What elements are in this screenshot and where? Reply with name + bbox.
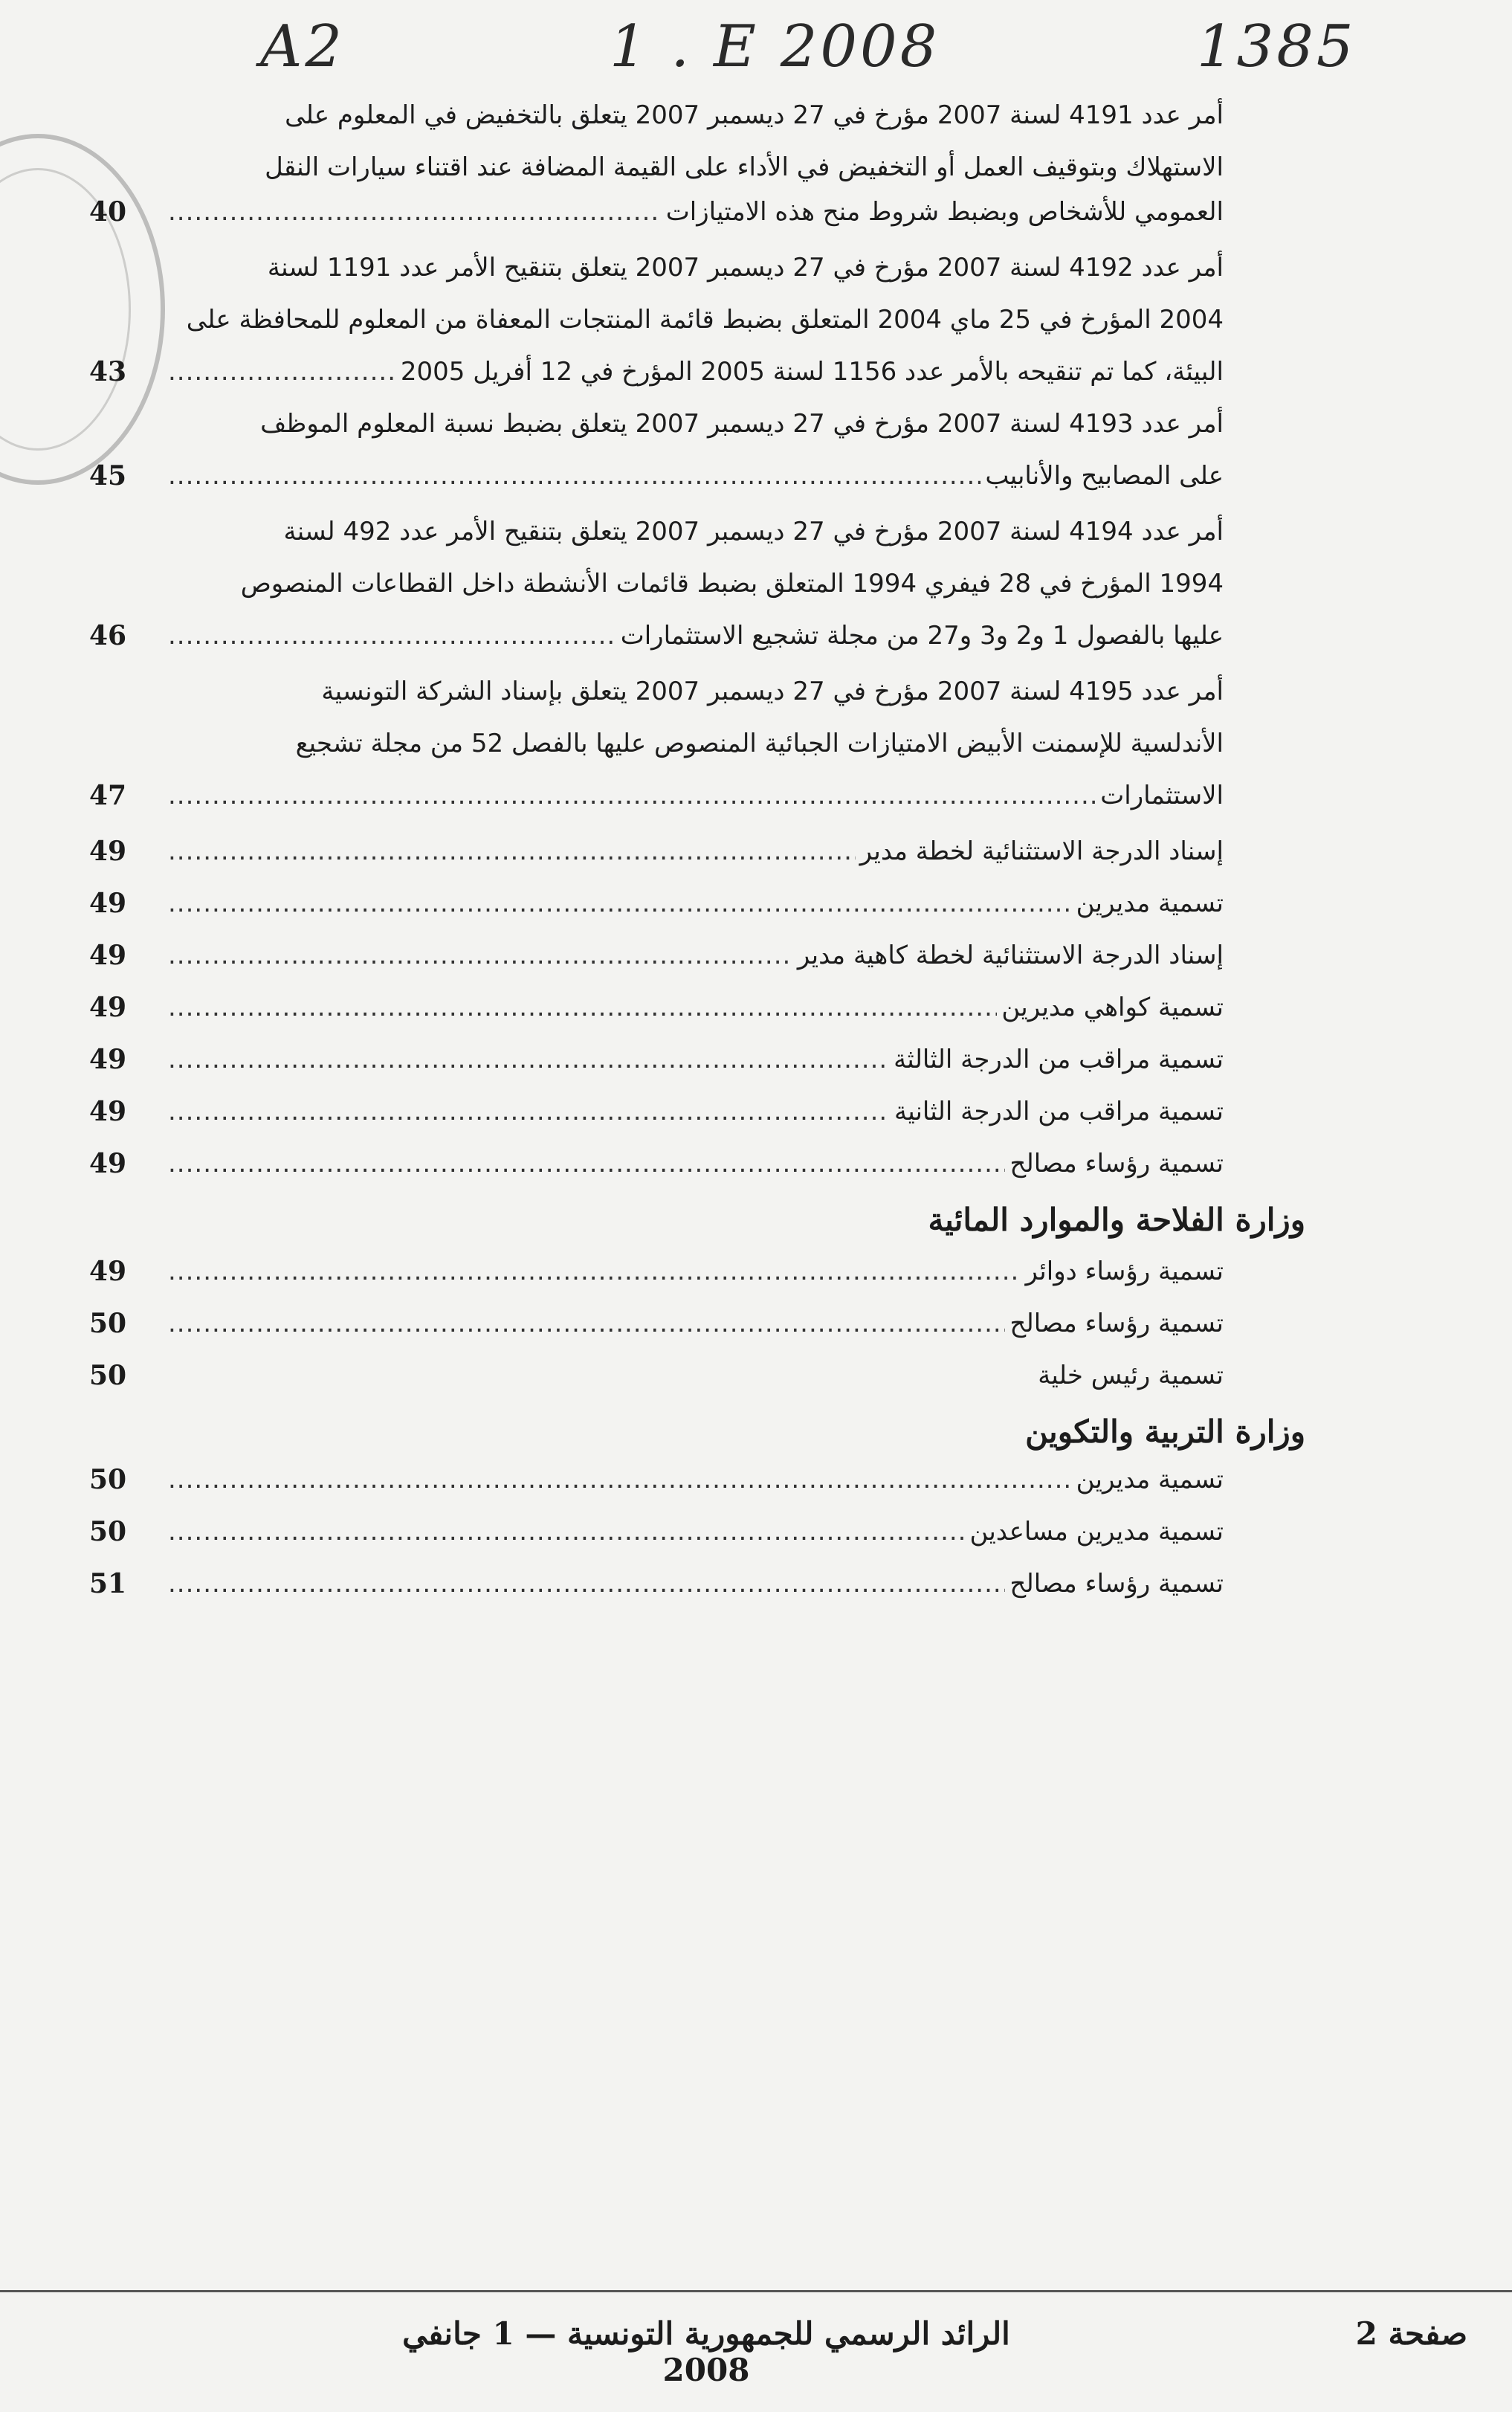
page-number: 50	[88, 1308, 127, 1339]
handwritten-date: 1 . E 2008	[610, 13, 940, 80]
leader-dots	[168, 1517, 965, 1547]
toc-item: إسناد الدرجة الاستثنائية لخطة مدير .....	[164, 825, 1224, 877]
page-number: 49	[88, 1044, 127, 1075]
leader-dots	[168, 941, 793, 970]
toc-item: تسمية رؤساء مصالح .....	[164, 1558, 1224, 1610]
page-number: 45	[88, 460, 127, 491]
page-number: 49	[88, 1148, 127, 1179]
page-number: 49	[88, 1096, 127, 1127]
leader-dots	[168, 889, 1072, 918]
toc-entry-line: 1994 المؤرخ في 28 فيفري 1994 المتعلق بضبط قائمات الأنشطة داخل القطاعات المنصوص	[240, 569, 1224, 599]
leader-dots	[168, 1045, 889, 1074]
leader-dots	[168, 836, 856, 866]
toc-entry-line: على المصابيح والأنابيب .....	[164, 450, 1224, 502]
leader-dots	[168, 1569, 1005, 1599]
page-number: 51	[88, 1568, 127, 1599]
page-number: 49	[88, 836, 127, 867]
toc-entry-line: عليها بالفصول 1 و2 و3 و27 من مجلة تشجيع الاستثمارات .....	[164, 610, 1224, 662]
leader-dots	[168, 1097, 890, 1126]
leader-dots	[168, 461, 980, 491]
leader-dots	[168, 197, 662, 227]
toc-entry-line: أمر عدد 4193 لسنة 2007 مؤرخ في 27 ديسمبر 2007 يتعلق بضبط نسبة المعلوم الموظف	[260, 409, 1224, 439]
toc-entry-line: الاستثمارات .....	[164, 770, 1224, 822]
page-number: 49	[88, 888, 127, 919]
page-number: 50	[88, 1360, 127, 1391]
page-footer	[0, 2308, 1512, 2388]
toc-item: تسمية رؤساء مصالح .....	[164, 1138, 1224, 1190]
toc-item: تسمية مديرين .....	[164, 877, 1224, 929]
page-number: 46	[88, 620, 127, 651]
toc-item: تسمية مديرين مساعدين .....	[164, 1506, 1224, 1558]
section-heading-education: وزارة التربية والتكوين	[1025, 1413, 1305, 1450]
page-number: 50	[88, 1516, 127, 1547]
toc-entry-line: الاستهلاك وبتوقيف العمل أو التخفيض في الأداء على القيمة المضافة عند اقتناء سيارات النقل	[265, 152, 1224, 182]
toc-item: إسناد الدرجة الاستثنائية لخطة كاهية مدير .....	[164, 929, 1224, 981]
toc-entry-line: 2004 المؤرخ في 25 ماي 2004 المتعلق بضبط قائمة المنتجات المعفاة من المعلوم للمحافظة على	[186, 305, 1224, 335]
page-number: 49	[88, 992, 127, 1023]
page-number: 49	[88, 940, 127, 971]
page-number: 43	[88, 356, 127, 387]
toc-item: تسمية مراقب من الدرجة الثالثة .....	[164, 1034, 1224, 1086]
page-number: 50	[88, 1464, 127, 1495]
leader-dots	[168, 1465, 1072, 1494]
leader-dots	[168, 357, 396, 387]
page-number: 40	[88, 196, 127, 228]
page-number: 49	[88, 1256, 127, 1287]
toc-entry-line: الأندلسية للإسمنت الأبيض الامتيازات الجبائية المنصوص عليها بالفصل 52 من مجلة تشجيع	[295, 729, 1224, 758]
toc-item: تسمية مراقب من الدرجة الثانية .....	[164, 1086, 1224, 1138]
toc-item: تسمية مديرين .....	[164, 1454, 1224, 1506]
toc-entry-line: أمر عدد 4192 لسنة 2007 مؤرخ في 27 ديسمبر 2007 يتعلق بتنقيح الأمر عدد 1191 لسنة	[267, 253, 1224, 283]
leader-dots	[168, 1309, 1005, 1338]
toc-item: تسمية كواهي مديرين .....	[164, 981, 1224, 1034]
footer-rule	[0, 2290, 1512, 2292]
footer-page-label: صفحة 2	[1355, 2315, 1467, 2352]
leader-dots	[168, 993, 997, 1022]
toc-item: تسمية رئيس خلية	[1038, 1361, 1224, 1390]
toc-entry-line: العمومي للأشخاص وبضبط شروط منح هذه الامتيازات .....	[164, 186, 1224, 238]
leader-dots	[168, 1257, 1021, 1286]
toc-entry-line: البيئة، كما تم تنقيحه بالأمر عدد 1156 لسنة 2005 المؤرخ في 12 أفريل 2005 .....	[164, 346, 1224, 398]
toc-item: تسمية رؤساء مصالح .....	[164, 1297, 1224, 1350]
page-number: 47	[88, 780, 127, 811]
toc-entry-line: أمر عدد 4194 لسنة 2007 مؤرخ في 27 ديسمبر 2007 يتعلق بتنقيح الأمر عدد 492 لسنة	[283, 517, 1224, 546]
leader-dots	[168, 781, 1096, 810]
leader-dots	[168, 1149, 1005, 1178]
leader-dots	[168, 621, 616, 651]
handwritten-number: 1385	[1197, 13, 1357, 80]
toc-entry-line: أمر عدد 4191 لسنة 2007 مؤرخ في 27 ديسمبر 2007 يتعلق بالتخفيض في المعلوم على	[285, 100, 1224, 130]
section-heading-agriculture: وزارة الفلاحة والموارد المائية	[928, 1201, 1305, 1238]
handwritten-mark: A2	[260, 13, 345, 80]
toc-item: تسمية رؤساء دوائر .....	[164, 1245, 1224, 1297]
toc-entry-line: أمر عدد 4195 لسنة 2007 مؤرخ في 27 ديسمبر 2007 يتعلق بإسناد الشركة التونسية	[321, 677, 1224, 706]
gazette-title: الرائد الرسمي للجمهورية التونسية — 1 جانفي 2008	[402, 2315, 1010, 2388]
